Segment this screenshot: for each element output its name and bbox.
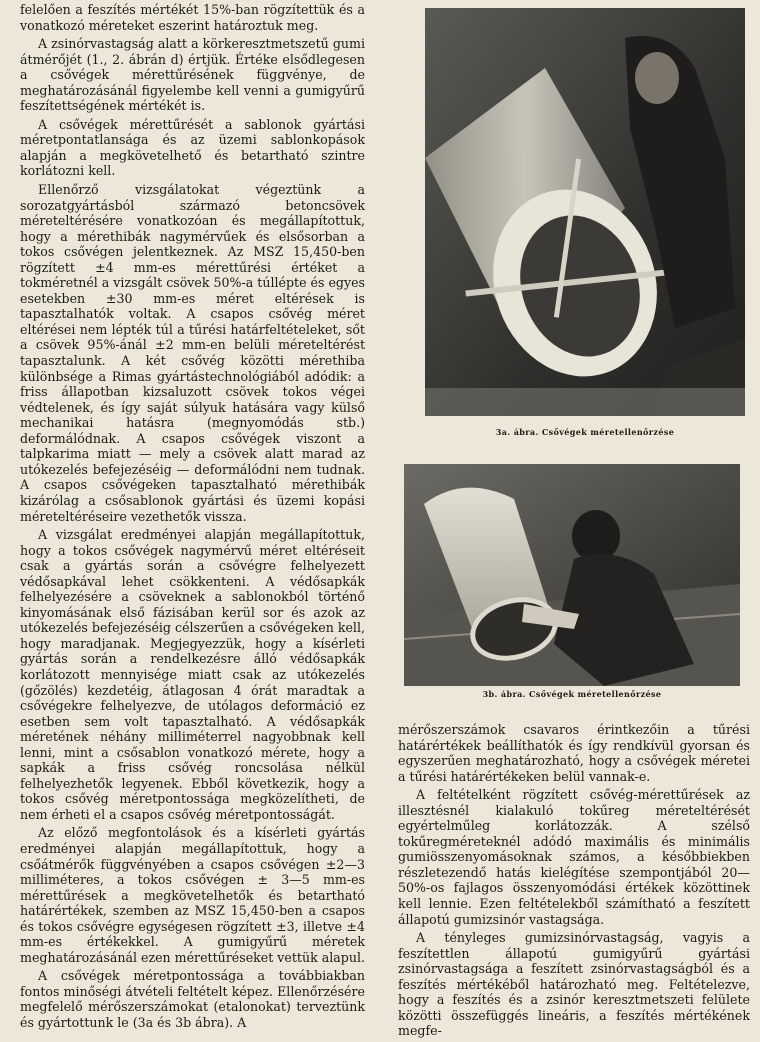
figure-3b-caption: 3b. ábra. Csővégek méretellenőrzése (482, 689, 662, 699)
figure-3a-caption: 3a. ábra. Csővégek méretellenőrzése (495, 427, 675, 437)
paragraph: A feltételként rögzített csővég-mérettűrések az illesztésnél kialakuló tokűreg méreteltérését egyértelműleg korlátozzák. A szélső tokűregméreteknél adódó maximális és minimális gumiösszenyomásoknak számos, a későbbiekben részletezendő hatás kielégítése szempontjából 20—50%-os fajlagos összenyomódási értékek közöttinek kell lennie. Ezen feltételekből számítható a feszített állapotú gumizsinór vastagsága. (398, 787, 750, 927)
paragraph: Az előző megfontolások és a kísérleti gyártás eredményei alapján megállapítottuk, hogy a csőátmérők függvényében a csapos csővégen ±2—3 milliméteres, a tokos csővégen ± 3—5 mm-es mérettűrések a megkövetelhetők és betartható határértékek, szemben az MSZ 15,450-ben a csapos és tokos csővégre egységesen rögzített ±3, illetve ±4 mm-es értékekkel. A gumigyűrű méretek meghatározásánál ezen mérettűréseket vettük alapul. (20, 825, 365, 965)
paragraph: felelően a feszítés mértékét 15%-ban rögzítettük és a vonatkozó méreteket eszerint határoztuk meg. (20, 2, 365, 33)
paragraph: A vizsgálat eredményei alapján megállapítottuk, hogy a tokos csővégek nagymérvű méret eltéréseit csak a gyártás során a csővégre felhelyezett védősapkával lehet csökkenteni. A védősapkák felhelyezésére a csöveknek a sablonokból történő kinyomásának első fázisában kerül sor és azok az utókezelés befejezéséig célszerűen a csővégeken kell, hogy maradjanak. Megjegyezzük, hogy a kísérleti gyártás során a rendelkezésre álló védősapkák korlátozott mennyisége miatt csak az utókezelés (gőzölés) kezdetéig, átlagosan 4 órát maradtak a csővégekre felhelyezve, de utólagos deformáció ez esetben sem volt tapasztalható. A védősapkák méretének néhány milliméterrel nagyobbnak kell lenni, mint a csősablon vonatkozó mérete, hogy a sapkák a friss csővég roncsolása nélkül felhelyezhetők legyenek. Ebből következik, hogy a tokos csővég méretpontossága megközelítheti, de nem érheti el a csapos csővég méretpontosságát. (20, 527, 365, 822)
figure-3b-photo (404, 464, 740, 686)
right-text-column (398, 722, 750, 1042)
paragraph: mérőszerszámok csavaros érintkezőin a tűrési határértékek beállíthatók és így rendkívül gyorsan és egyszerűen meghatározható, hogy a csővégek méretei a tűrési határértékeken belül vannak-e. (398, 722, 750, 784)
paragraph: A zsinórvastagság alatt a körkeresztmetszetű gumi átmérőjét (1., 2. ábrán d) értjük. Értéke elsődlegesen a csővégek mérettűrésének függvénye, de meghatározásánál figyelembe kell venni a gumigyűrű feszítettségének mértékét is. (20, 36, 365, 114)
paragraph: A tényleges gumizsinórvastagság, vagyis a feszítettlen állapotú gumigyűrű gyártási zsinórvastagsága a feszített zsinórvastagságból és a feszítés mértékéből határozható meg. Feltételezve, hogy a feszítés és a zsinór keresztmetszeti felülete közötti összefüggés lineáris, a feszítés mértékének megfe- (398, 930, 750, 1039)
paragraph: A csővégek mérettűrését a sablonok gyártási méretpontatlansága és az üzemi sablonkopások alapján a megkövetelhető és betartható szintre korlátozni kell. (20, 116, 365, 179)
paragraph: Ellenőrző vizsgálatokat végeztünk a sorozatgyártásból származó betoncsövek méreteltérésére vonatkozóan és megállapítottuk, hogy a mérethibák nagymérvűek és elsősorban a tokos csővégen jelentkeznek. Az MSZ 15,450-ben rögzített ±4 mm-es mérettűrési értéket a tokméretnél a vizsgált csövek 50%-a túllépte és egyes esetekben ±30 mm-es méret eltérések is tapasztalhatók voltak. A csapos csővég méret eltérései nem lépték túl a tűrési határfeltételeket, sőt a csövek 95%-ánál ±2 mm-en belüli méreteltérést tapasztalunk. A két csővég közötti mérethiba különbsége a Rimas gyártástechnológiából adódik: a friss állapotban kizsaluzott csövek tokos végei védtelenek, és így saját súlyuk hatására vagy külső mechanikai hatásra (megnyomódás stb.) deformálódnak. A csapos csővégek viszont a talpkarima miatt — mely a csövek alatt marad az utókezelés befejezéséig — deformálódni nem tudnak. A csapos csővégeken tapasztalható mérethibák kizárólag a csősablonok gyártási és üzemi kopási méreteltéréseire vezethetők vissza. (20, 182, 365, 524)
figure-3a-photo (425, 8, 745, 416)
left-text-column (20, 2, 365, 1034)
paragraph: A csővégek méretpontossága a továbbiakban fontos minőségi átvételi feltételt képez. Ellenőrzésére megfelelő mérőszerszámokat (etalonokat) terveztünk és gyártottunk le (3a és 3b ábra). A (20, 968, 365, 1030)
